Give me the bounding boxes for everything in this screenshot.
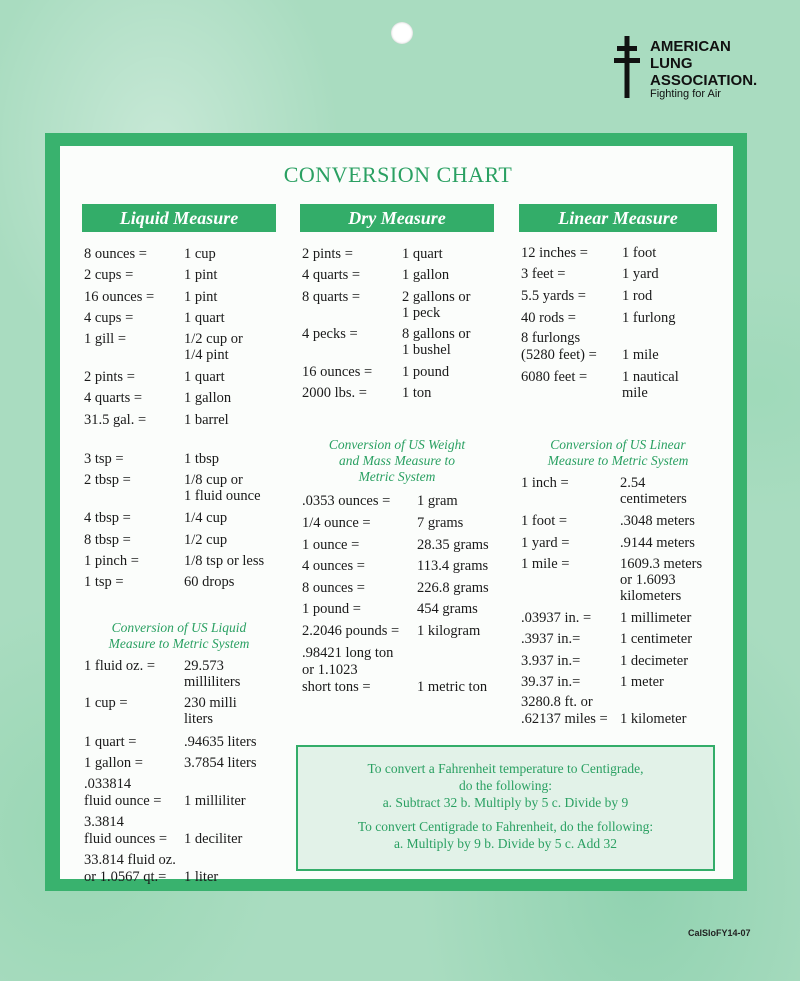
row-left-value: 4 ounces =: [302, 558, 365, 574]
row-left-value: 33.814 fluid oz.: [84, 852, 176, 868]
row-right-value: 1 decimeter: [620, 653, 689, 669]
section-subtitle: Measure to Metric System: [547, 453, 689, 468]
row-left-value: 4 cups =: [84, 310, 134, 326]
row-left-value: 3.3814: [84, 814, 124, 830]
row-right-value: 113.4 grams: [417, 558, 489, 574]
row-right-value: centimeters: [620, 491, 687, 507]
row-left-value: or 1.1023: [302, 662, 358, 678]
liquid-measure-header: Liquid Measure: [82, 204, 276, 232]
row-right-value: 1 fluid ounce: [184, 488, 261, 504]
row-left-value: fluid ounce =: [84, 793, 162, 809]
row-right-value: 454 grams: [417, 601, 478, 617]
temperature-line: a. Subtract 32 b. Multiply by 5 c. Divide by 9: [382, 795, 629, 810]
row-right-value: 1 metric ton: [417, 679, 488, 695]
row-right-value: 1/4 pint: [184, 347, 229, 363]
row-left-value: 1 fluid oz. =: [84, 658, 155, 674]
row-left-value: or 1.0567 qt.=: [84, 869, 167, 885]
row-right-value: 1 cup: [184, 246, 216, 262]
row-left-value: 4 pecks =: [302, 326, 358, 342]
row-right-value: 1 yard: [622, 266, 659, 282]
form-code: CalSloFY14-07: [688, 928, 751, 938]
row-right-value: 1 kilogram: [417, 623, 481, 639]
row-right-value: 1 centimeter: [620, 631, 693, 647]
temperature-line: a. Multiply by 9 b. Divide by 5 c. Add 32: [393, 836, 618, 851]
temperature-conversion-box: [296, 745, 715, 871]
logo-tagline: Fighting for Air: [650, 88, 721, 100]
row-left-value: 1 pinch =: [84, 553, 139, 569]
row-right-value: 28.35 grams: [417, 537, 489, 553]
section-subtitle: Conversion of US Liquid: [111, 620, 247, 635]
row-left-value: 3280.8 ft. or: [521, 694, 593, 710]
row-right-value: 1 pint: [184, 267, 218, 283]
row-left-value: 3 feet =: [521, 266, 566, 282]
row-right-value: mile: [622, 385, 648, 401]
row-right-value: 1 ton: [402, 385, 432, 401]
row-right-value: 1/4 cup: [184, 510, 228, 526]
row-left-value: 4 tbsp =: [84, 510, 131, 526]
row-right-value: 1 millimeter: [620, 610, 692, 626]
row-right-value: 60 drops: [184, 574, 235, 590]
row-left-value: 1 mile =: [521, 556, 570, 572]
row-left-value: .62137 miles =: [521, 711, 608, 727]
row-right-value: 1 meter: [620, 674, 664, 690]
row-left-value: 1 inch =: [521, 475, 569, 491]
row-right-value: 1 quart: [184, 310, 225, 326]
section-subtitle: Measure to Metric System: [108, 636, 250, 651]
row-right-value: 1 gallon: [184, 390, 232, 406]
row-right-value: 1 quart: [184, 369, 225, 385]
row-left-value: 1 ounce =: [302, 537, 360, 553]
row-left-value: 1/4 ounce =: [302, 515, 371, 531]
row-left-value: fluid ounces =: [84, 831, 168, 847]
row-left-value: 16 ounces =: [84, 289, 155, 305]
row-right-value: 1 kilometer: [620, 711, 687, 727]
row-left-value: 8 ounces =: [84, 246, 147, 262]
page-title: CONVERSION CHART: [283, 162, 513, 187]
row-right-value: 1 mile: [622, 347, 659, 363]
row-right-value: 1 tbsp: [184, 451, 220, 467]
row-right-value: 1/8 cup or: [184, 472, 243, 488]
row-right-value: liters: [184, 711, 213, 727]
temperature-line: To convert Centigrade to Fahrenheit, do the following:: [357, 819, 654, 834]
section-subtitle: and Mass Measure to: [338, 453, 456, 468]
row-left-value: .033814: [84, 776, 132, 792]
temperature-line: do the following:: [459, 778, 552, 793]
row-right-value: 1 bushel: [402, 342, 451, 358]
row-left-value: 2 tbsp =: [84, 472, 131, 488]
row-left-value: 8 tbsp =: [84, 532, 131, 548]
row-right-value: 1/8 tsp or less: [184, 553, 265, 569]
row-right-value: 8 gallons or: [402, 326, 471, 342]
row-left-value: 2000 lbs. =: [302, 385, 367, 401]
row-left-value: (5280 feet) =: [521, 347, 597, 363]
row-right-value: 1 barrel: [184, 412, 229, 428]
american-lung-association-logo: [614, 36, 774, 106]
row-right-value: 1 peck: [402, 305, 441, 321]
row-right-value: 226.8 grams: [417, 580, 489, 596]
row-left-value: 16 ounces =: [302, 364, 373, 380]
row-left-value: 2 pints =: [84, 369, 135, 385]
row-left-value: 1 gill =: [84, 331, 127, 347]
row-right-value: .9144 meters: [620, 535, 695, 551]
row-left-value: 12 inches =: [521, 245, 588, 261]
row-right-value: 1 nautical: [622, 369, 679, 385]
section-subtitle: Conversion of US Weight: [328, 437, 466, 452]
row-right-value: 1 pound: [402, 364, 450, 380]
row-left-value: 1 tsp =: [84, 574, 124, 590]
row-right-value: 1609.3 meters: [620, 556, 703, 572]
row-right-value: 2 gallons or: [402, 289, 471, 305]
row-right-value: .94635 liters: [184, 734, 257, 750]
row-right-value: 29.573: [184, 658, 224, 674]
row-left-value: 1 gallon =: [84, 755, 143, 771]
linear-measure-header: Linear Measure: [519, 204, 717, 232]
row-right-value: 1 gallon: [402, 267, 450, 283]
row-right-value: milliliters: [184, 674, 241, 690]
row-left-value: 1 quart =: [84, 734, 137, 750]
row-left-value: 1 pound =: [302, 601, 361, 617]
punch-hole: [391, 22, 413, 44]
row-right-value: 230 milli: [184, 695, 237, 711]
row-left-value: 2 cups =: [84, 267, 134, 283]
row-left-value: 8 furlongs: [521, 330, 581, 346]
row-right-value: 1 rod: [622, 288, 653, 304]
row-left-value: .3937 in.=: [521, 631, 581, 647]
row-left-value: 1 cup =: [84, 695, 128, 711]
row-left-value: 2.2046 pounds =: [302, 623, 400, 639]
row-right-value: or 1.6093: [620, 572, 676, 588]
row-left-value: .03937 in. =: [521, 610, 592, 626]
row-right-value: 2.54: [620, 475, 646, 491]
row-right-value: 1 liter: [184, 869, 219, 885]
row-left-value: 2 pints =: [302, 246, 353, 262]
row-right-value: 1 deciliter: [184, 831, 243, 847]
dry-measure-header: Dry Measure: [300, 204, 494, 232]
temperature-line: To convert a Fahrenheit temperature to Centigrade,: [367, 761, 644, 776]
row-right-value: .3048 meters: [620, 513, 695, 529]
row-left-value: 3.937 in.=: [521, 653, 581, 669]
row-right-value: 1 furlong: [622, 310, 676, 326]
row-left-value: 1 foot =: [521, 513, 568, 529]
row-right-value: 1/2 cup or: [184, 331, 243, 347]
row-left-value: 8 quarts =: [302, 289, 361, 305]
row-right-value: 1 quart: [402, 246, 443, 262]
row-left-value: .0353 ounces =: [302, 493, 391, 509]
row-right-value: 1 milliliter: [184, 793, 246, 809]
row-right-value: 3.7854 liters: [184, 755, 257, 771]
row-left-value: .98421 long ton: [302, 645, 394, 661]
row-right-value: 7 grams: [417, 515, 464, 531]
row-left-value: 39.37 in.=: [521, 674, 581, 690]
row-left-value: 40 rods =: [521, 310, 576, 326]
double-cross-icon: [614, 36, 640, 98]
section-subtitle: Conversion of US Linear: [550, 437, 686, 452]
row-right-value: 1 pint: [184, 289, 218, 305]
row-left-value: 8 ounces =: [302, 580, 365, 596]
row-left-value: 3 tsp =: [84, 451, 124, 467]
row-left-value: 31.5 gal. =: [84, 412, 147, 428]
row-right-value: kilometers: [620, 588, 682, 604]
row-right-value: 1/2 cup: [184, 532, 228, 548]
logo-name: AMERICAN LUNG ASSOCIATION.: [650, 38, 758, 89]
row-left-value: 4 quarts =: [84, 390, 143, 406]
row-left-value: 1 yard =: [521, 535, 570, 551]
row-left-value: 4 quarts =: [302, 267, 361, 283]
row-left-value: 6080 feet =: [521, 369, 588, 385]
row-left-value: 5.5 yards =: [521, 288, 586, 304]
row-right-value: 1 gram: [417, 493, 458, 509]
row-right-value: 1 foot: [622, 245, 657, 261]
row-left-value: short tons =: [302, 679, 371, 695]
section-subtitle: Metric System: [358, 469, 436, 484]
